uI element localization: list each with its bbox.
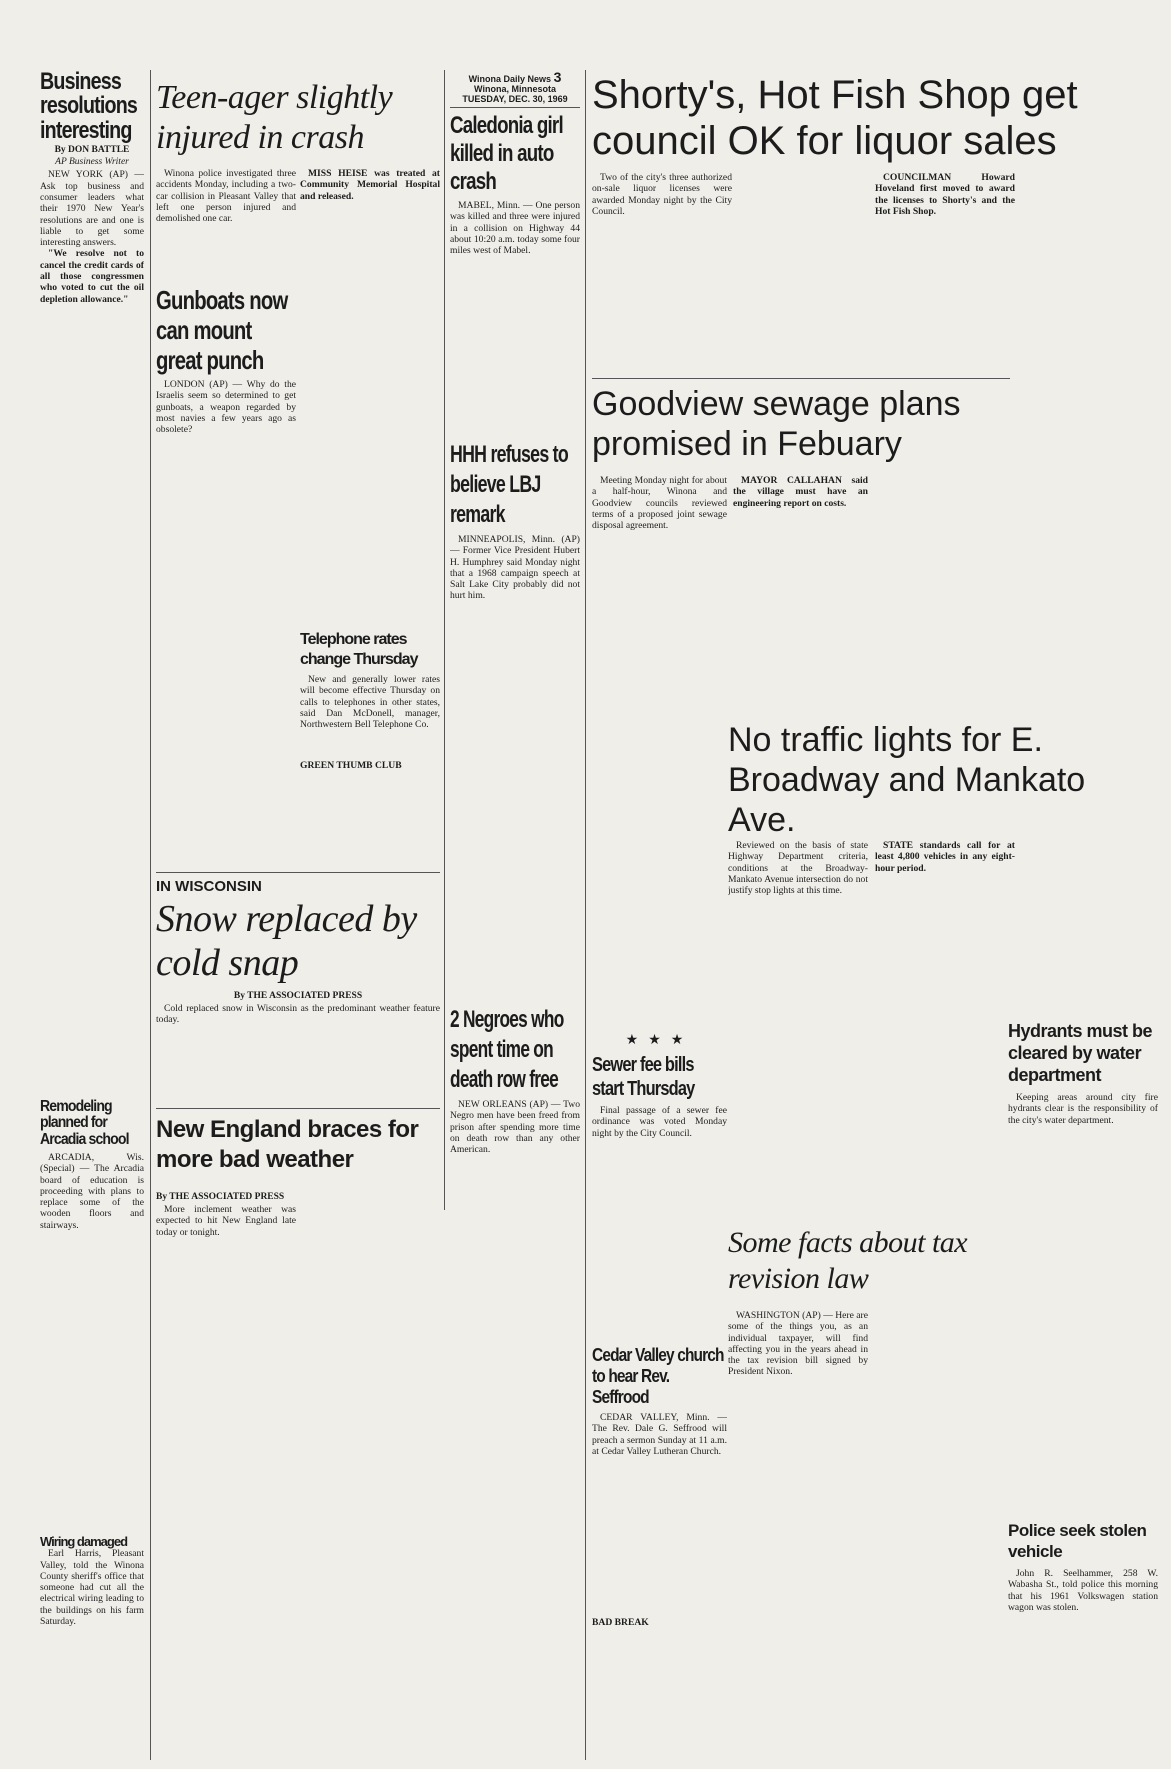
cedar-column bbox=[592, 1345, 727, 1755]
shortys-headline: Shorty's, Hot Fish Shop get council OK for liquor sales bbox=[592, 73, 1078, 163]
teen-subhead: MISS HEISE was treated at Community Memorial Hospital and released. bbox=[300, 168, 440, 202]
section-rule bbox=[156, 872, 440, 873]
page-number: 3 bbox=[553, 72, 562, 85]
tax-lead: WASHINGTON (AP) — Here are some of the things you, as an individual taxpayer, will find affecting you in the years ahead in the tax revision bill signed by President Nixon. bbox=[728, 1310, 868, 1378]
new-england-lead: More inclement weather was expected to hit New England late today or tonight. bbox=[156, 1204, 296, 1238]
teen-headline: Teen-ager slightly injured in crash bbox=[156, 79, 393, 156]
caledonia-lead: MABEL, Minn. — One person was killed and three were injured in a collision on Highway 44 about 10:20 a.m. today some four miles west of Mabel. bbox=[450, 200, 580, 257]
shortys-headline-block bbox=[592, 72, 1162, 167]
traffic-subhead: STATE standards call for at least 4,800 vehicles in any eight-hour period. bbox=[875, 840, 1015, 874]
column-rule bbox=[150, 70, 151, 1760]
traffic-body-col2 bbox=[875, 840, 1015, 1180]
police-column bbox=[1008, 1520, 1158, 1760]
telephone-column bbox=[300, 630, 440, 860]
masthead bbox=[450, 72, 580, 104]
masthead-paper: Winona Daily News bbox=[468, 74, 552, 84]
hydrants-headline: Hydrants must be cleared by water department bbox=[1008, 1021, 1153, 1085]
negroes-column bbox=[450, 1005, 580, 1205]
snow-kicker: IN WISCONSIN bbox=[156, 878, 262, 895]
snow-headline: Snow replaced by cold snap bbox=[156, 898, 417, 984]
negroes-lead: NEW ORLEANS (AP) — Two Negro men have been freed from prison after spending more time on death row than any other American. bbox=[450, 1099, 580, 1156]
wiring-body bbox=[40, 1548, 144, 1627]
teen-body-col2 bbox=[300, 168, 440, 278]
goodview-headline-block bbox=[592, 384, 1010, 469]
business-byline: By DON BATTLE bbox=[54, 145, 130, 156]
gunboats-column bbox=[156, 285, 296, 865]
traffic-lead: Reviewed on the basis of state Highway Department criteria, conditions at the Broadway-Mankato Avenue intersection do not justify stop lights at this time. bbox=[728, 840, 868, 897]
caledonia-headline: Caledonia girl killed in auto crash bbox=[450, 112, 563, 195]
business-headline: Business resolutions interesting bbox=[40, 70, 138, 144]
shortys-body bbox=[592, 172, 732, 372]
hhh-column bbox=[450, 440, 580, 860]
goodview-headline: Goodview sewage plans promised in Febuary bbox=[592, 385, 961, 463]
traffic-body bbox=[728, 840, 868, 1180]
new-england-headline: New England braces for more bad weather bbox=[156, 1116, 419, 1173]
sewer-lead: Final passage of a sewer fee ordinance was voted Monday night by the City Council. bbox=[592, 1105, 727, 1139]
telephone-headline: Telephone rates change Thursday bbox=[300, 631, 418, 668]
snow-block bbox=[156, 878, 440, 1098]
snow-byline: By THE ASSOCIATED PRESS bbox=[233, 991, 363, 1001]
column-rule bbox=[444, 70, 445, 1210]
sewer-column: ★★★ Sewer fee bills start Thursday Final passage of a sewer fee ordinance was voted Monday night by the City Council. bbox=[592, 1033, 727, 1139]
new-england-byline: By THE ASSOCIATED PRESS bbox=[156, 1192, 285, 1202]
tax-headline: Some facts about tax revision law bbox=[728, 1226, 968, 1295]
gunboats-lead: LONDON (AP) — Why do the Israelis seem so determined to get gunboats, a weapon regarded by most navies a few years ago as obsolete? bbox=[156, 379, 296, 436]
negroes-headline: 2 Negroes who spent time on death row free bbox=[450, 1006, 564, 1093]
section-rule bbox=[156, 1108, 440, 1109]
hydrants-lead: Keeping areas around city fire hydrants clear is the responsibility of the city's water department. bbox=[1008, 1092, 1158, 1126]
remodeling-headline: Remodeling planned for Arcadia school bbox=[40, 1097, 129, 1148]
cedar-headline: Cedar Valley church to hear Rev. Seffrood bbox=[592, 1345, 724, 1407]
police-headline: Police seek stolen vehicle bbox=[1008, 1521, 1147, 1561]
goodview-subhead: MAYOR CALLAHAN said the village must have an engineering report on costs. bbox=[733, 475, 868, 509]
tax-body bbox=[728, 1310, 868, 1755]
traffic-headline-block bbox=[728, 720, 1158, 840]
remodeling-lead: ARCADIA, Wis. (Special) — The Arcadia board of education is proceeding with plans to replace some of the wooden floors and stairways. bbox=[40, 1151, 144, 1231]
cedar-lead: CEDAR VALLEY, Minn. — The Rev. Dale G. Seffrood will preach a sermon Sunday at 11 a.m. at Cedar Valley Lutheran Church. bbox=[592, 1412, 727, 1457]
business-body-continued bbox=[40, 309, 144, 1099]
wiring-headline: Wiring damaged bbox=[40, 1533, 128, 1549]
bad-break-subhead: BAD BREAK bbox=[592, 1617, 649, 1629]
shortys-body-col3 bbox=[875, 172, 1015, 372]
telephone-lead: New and generally lower rates will become effective Thursday on calls to telephones in other states, said Dan McDonell, manager, Northwestern Bell Telephone Co. bbox=[300, 674, 440, 731]
wiring-lead: Earl Harris, Pleasant Valley, told the Winona County sheriff's office that someone had cut all the electrical wiring leading to the buildings on his farm Saturday. bbox=[40, 1548, 144, 1628]
business-lead: NEW YORK (AP) — Ask top business and consumer leaders what their 1970 New Year's resolutions are and one is liable to get some interesting answers. bbox=[40, 169, 144, 249]
goodview-lead: Meeting Monday night for about a half-hour, Winona and Goodview councils reviewed terms of a proposed joint sewage disposal agreement. bbox=[592, 475, 727, 532]
hhh-lead: MINNEAPOLIS, Minn. (AP) — Former Vice President Hubert H. Humphrey said Monday night that a 1968 campaign speech at Salt Lake City probably did not hurt him. bbox=[450, 534, 580, 602]
snow-lead: Cold replaced snow in Wisconsin as the predominant weather feature today. bbox=[156, 1003, 440, 1026]
section-rule bbox=[592, 378, 1010, 379]
column-rule bbox=[585, 70, 586, 1760]
traffic-headline: No traffic lights for E. Broadway and Mankato Ave. bbox=[728, 721, 1086, 839]
hydrants-column bbox=[1008, 1020, 1158, 1220]
teen-lead: Winona police investigated three accidents Monday, including a two-car collision in Pleasant Valley that left one person injured and demolished one car. bbox=[156, 168, 296, 225]
new-england-body bbox=[156, 1190, 296, 1750]
green-thumb-subhead: GREEN THUMB CLUB bbox=[300, 760, 402, 772]
hhh-headline: HHH refuses to believe LBJ remark bbox=[450, 441, 568, 528]
business-byline-role: AP Business Writer bbox=[55, 157, 129, 168]
masthead-place: Winona, Minnesota bbox=[474, 84, 556, 94]
shortys-councilman: COUNCILMAN Howard Hoveland first moved to award the licenses to Shorty's and the Hot Fish Shop. bbox=[875, 172, 1015, 217]
remodeling-body bbox=[40, 1152, 144, 1231]
masthead-date: TUESDAY, DEC. 30, 1969 bbox=[462, 94, 568, 104]
negroes-body-continued bbox=[450, 1215, 580, 1755]
police-lead: John R. Seelhammer, 258 W. Wabasha St., told police this morning that his 1961 Volkswagen station wagon was stolen. bbox=[1008, 1568, 1158, 1613]
teen-headline-block bbox=[156, 78, 440, 166]
gunboats-headline: Gunboats now can mount great punch bbox=[156, 285, 288, 375]
column-1 bbox=[40, 70, 144, 1760]
business-body bbox=[40, 169, 144, 305]
business-quote: "We resolve not to cancel the credit cards of all those congressmen who voted to cut the oil depletion allowance." bbox=[40, 248, 144, 305]
goodview-body bbox=[592, 475, 727, 675]
sewer-headline: Sewer fee bills start Thursday bbox=[592, 1054, 695, 1100]
goodview-body-col2 bbox=[733, 475, 868, 675]
shortys-lead: Two of the city's three authorized on-sale liquor licenses were awarded Monday night by the City Council. bbox=[592, 172, 732, 217]
teen-body bbox=[156, 168, 296, 278]
